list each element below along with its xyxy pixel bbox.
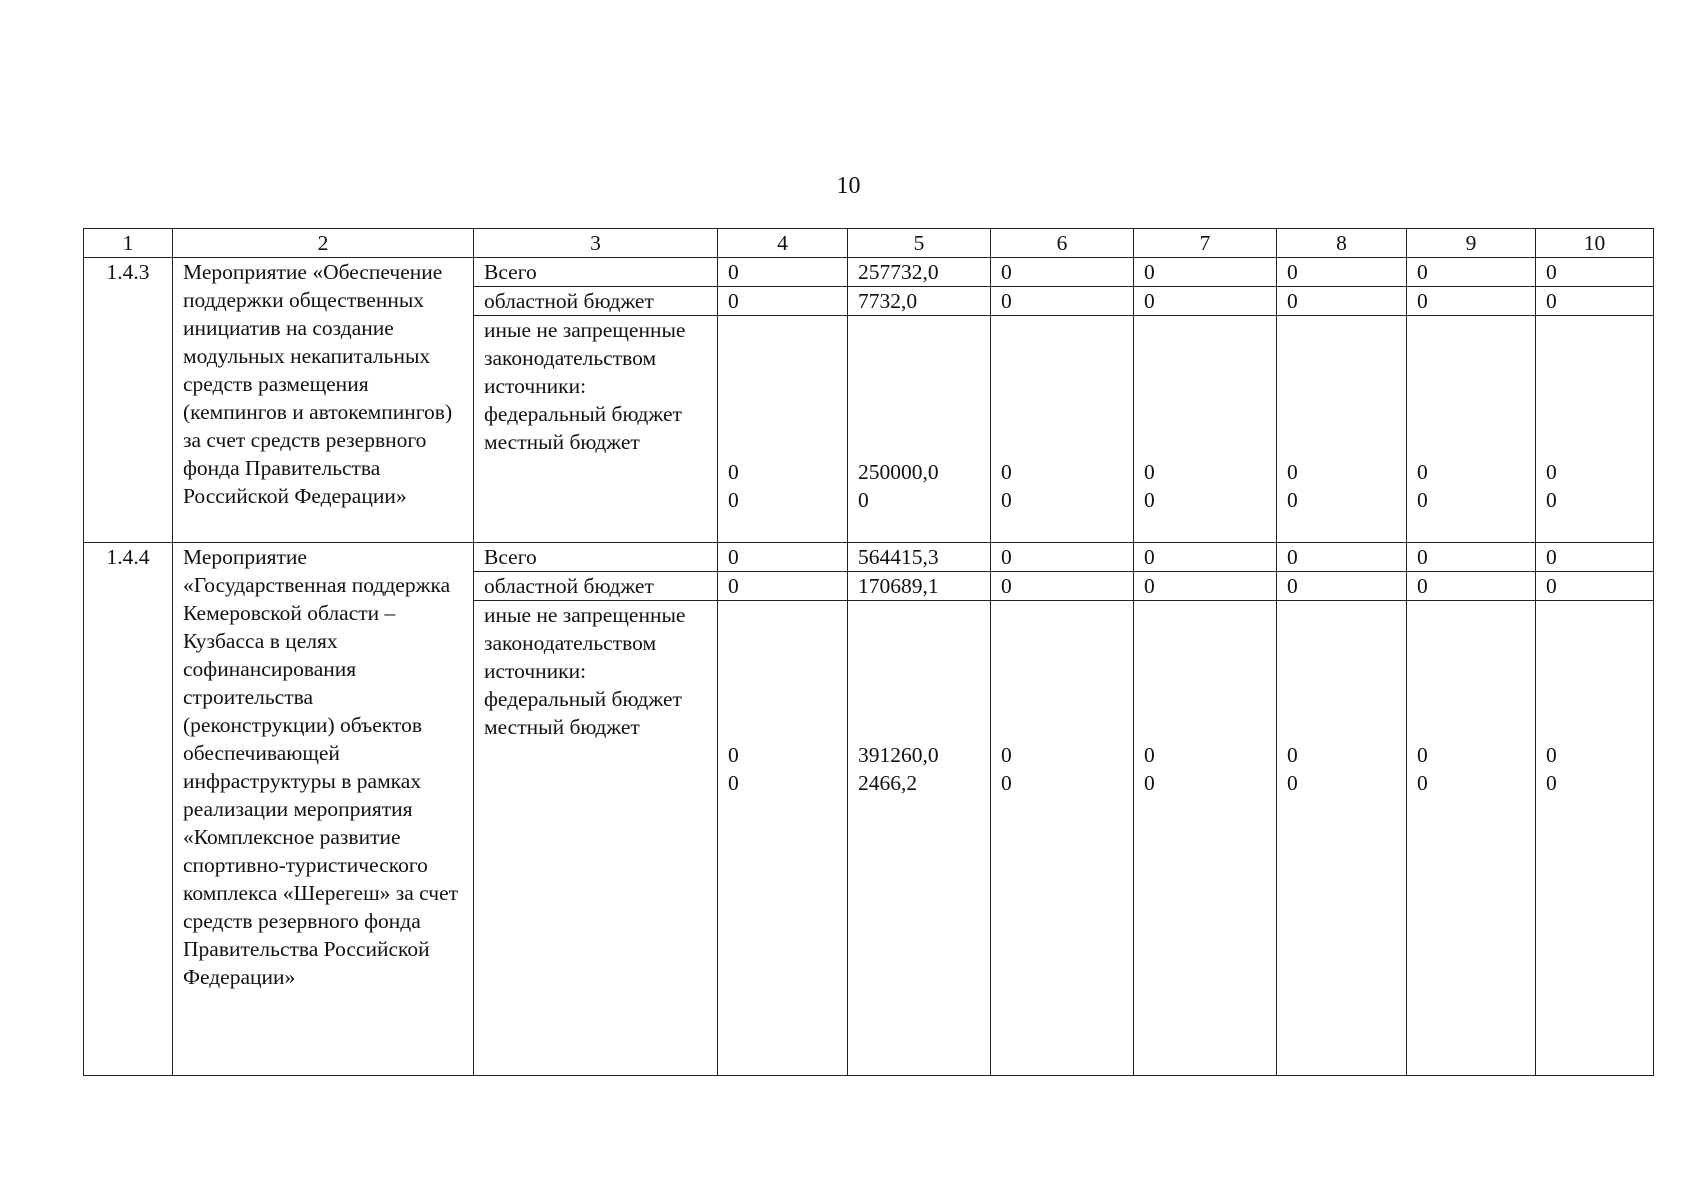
local-budget-label: местный бюджет (484, 430, 640, 454)
table-cell: 0 (991, 572, 1134, 601)
column-header: 2 (173, 229, 474, 258)
table-cell: 0 (718, 572, 848, 601)
measure-name: Мероприятие «Государственная поддержка Кемеровской области – Кузбасса в целях софинансирования строительства (реконструкции) объектов обеспечивающей инфраструктуры в рамках реализации мероприятия «Комплексное развитие спортивно-туристического комплекса «Шерегеш» за счет средств резервного фонда Правительства Российской Федерации» (173, 543, 474, 1076)
source-label: областной бюджет (474, 287, 718, 316)
table-cell: 0 (718, 287, 848, 316)
column-header: 9 (1407, 229, 1536, 258)
measure-code: 1.4.4 (84, 543, 173, 1076)
table-cell: 0 (1134, 287, 1277, 316)
column-header: 4 (718, 229, 848, 258)
source-label: областной бюджет (474, 572, 718, 601)
table-cell: 0 (1277, 258, 1407, 287)
other-sources-label: иные не запрещенные законодательством источники: (484, 603, 686, 683)
source-label-cell (474, 601, 718, 1076)
table-cell: 0 (991, 287, 1134, 316)
table-cell: 0 (1536, 287, 1654, 316)
table-cell: 0 (1536, 572, 1654, 601)
table-cell: 0 0 (1134, 601, 1277, 1076)
table-cell: 564415,3 (848, 543, 991, 572)
table-cell: 0 (1277, 543, 1407, 572)
source-label: Всего (474, 543, 718, 572)
column-header: 3 (474, 229, 718, 258)
table-cell: 0 (718, 258, 848, 287)
table-cell: 0 (1277, 287, 1407, 316)
table-cell: 0 0 (991, 601, 1134, 1076)
table-row (84, 543, 1654, 572)
column-header: 7 (1134, 229, 1277, 258)
measure-name: Мероприятие «Обеспечение поддержки общественных инициатив на создание модульных некапитальных средств размещения (кемпингов и автокемпингов) за счет средств резервного фонда Правительства Российской Федерации» (173, 258, 474, 543)
source-label: Всего (474, 258, 718, 287)
table-cell: 0 (1536, 258, 1654, 287)
column-header: 10 (1536, 229, 1654, 258)
table-cell: 0 0 (1407, 316, 1536, 543)
table-cell: 0 0 (991, 316, 1134, 543)
table-cell: 257732,0 (848, 258, 991, 287)
table-cell: 0 (718, 543, 848, 572)
table-cell: 0 (1134, 572, 1277, 601)
table-cell: 0 (1407, 258, 1536, 287)
table-cell: 0 0 (1277, 601, 1407, 1076)
column-header: 8 (1277, 229, 1407, 258)
column-header: 1 (84, 229, 173, 258)
table-header-row (84, 229, 1654, 258)
table-cell: 0 (1407, 287, 1536, 316)
federal-budget-label: федеральный бюджет (484, 402, 682, 426)
table-cell: 0 0 (1536, 601, 1654, 1076)
table-cell: 0 (991, 258, 1134, 287)
federal-budget-label: федеральный бюджет (484, 687, 682, 711)
table-cell: 0 (991, 543, 1134, 572)
table-cell: 0 0 (1407, 601, 1536, 1076)
table-cell: 0 0 (1134, 316, 1277, 543)
table-row (84, 258, 1654, 287)
table-cell: 0 (1134, 543, 1277, 572)
table-cell: 0 (1407, 572, 1536, 601)
table-cell: 170689,1 (848, 572, 991, 601)
table-cell: 0 0 (718, 316, 848, 543)
column-header: 6 (991, 229, 1134, 258)
column-header: 5 (848, 229, 991, 258)
table-cell: 0 0 (1277, 316, 1407, 543)
other-sources-label: иные не запрещенные законодательством источники: (484, 318, 686, 398)
local-budget-label: местный бюджет (484, 715, 640, 739)
table-cell: 0 (1407, 543, 1536, 572)
page-number: 10 (836, 173, 861, 199)
table-cell: 0 (1134, 258, 1277, 287)
budget-table (83, 228, 1654, 1076)
source-label-cell (474, 316, 718, 543)
table-cell: 391260,0 2466,2 (848, 601, 991, 1076)
table-cell: 7732,0 (848, 287, 991, 316)
table-cell: 0 0 (1536, 316, 1654, 543)
table-cell: 0 0 (718, 601, 848, 1076)
table-cell: 250000,0 0 (848, 316, 991, 543)
measure-code: 1.4.3 (84, 258, 173, 543)
table-cell: 0 (1536, 543, 1654, 572)
table-cell: 0 (1277, 572, 1407, 601)
